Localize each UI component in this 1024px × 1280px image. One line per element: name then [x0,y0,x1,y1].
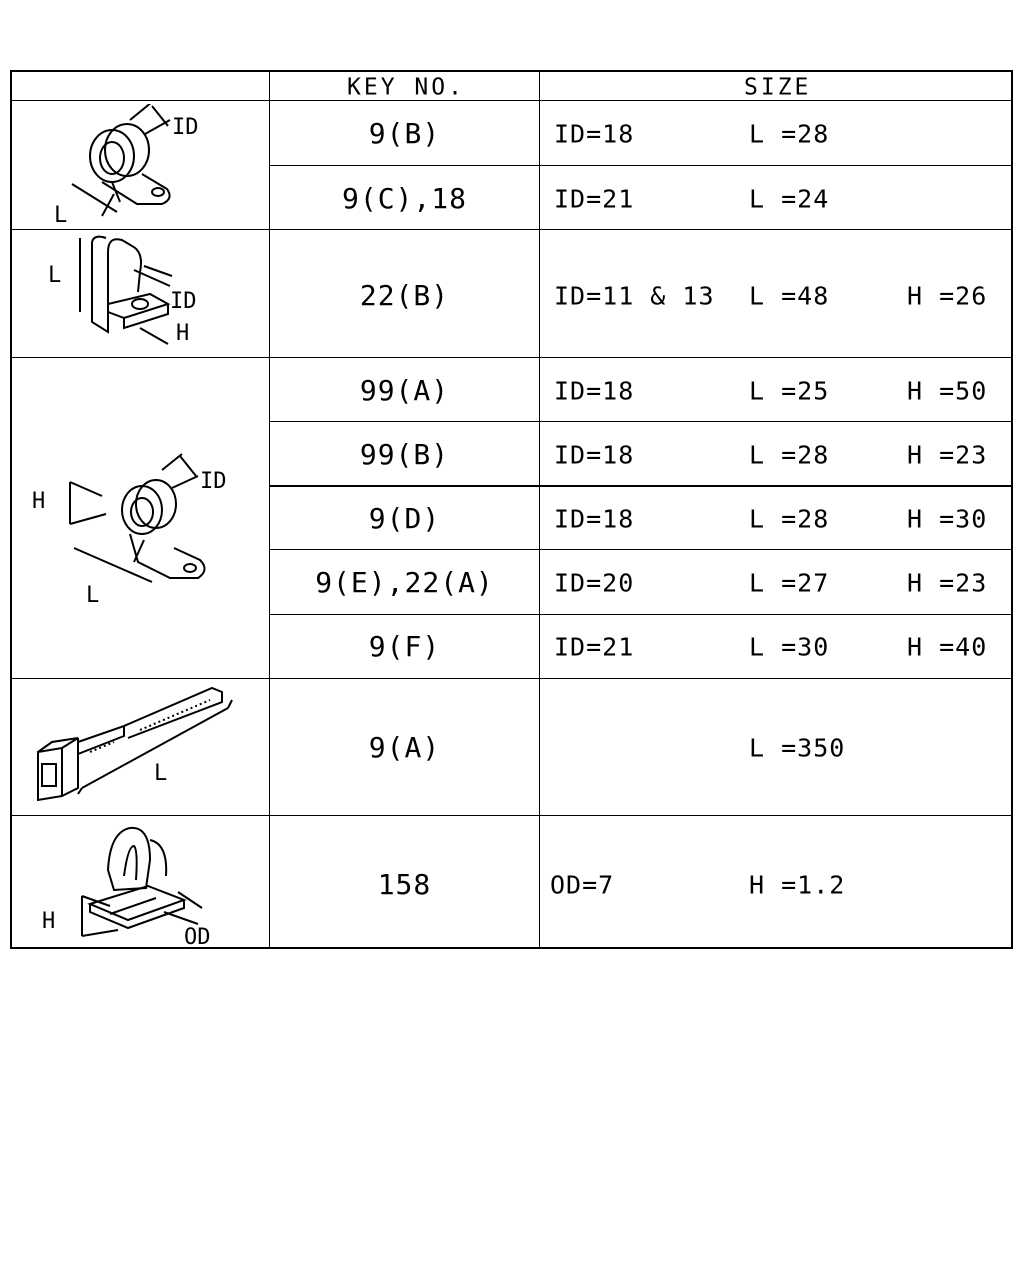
key-no-cell: 9(D) [368,502,441,535]
clip-drawing [40,232,240,352]
row-divider [12,678,1011,679]
size-id: ID=21 [554,632,635,662]
fig-label-l: L [54,203,68,224]
key-no-cell: 99(B) [359,438,450,471]
size-id: ID=18 [554,440,635,470]
fig-label-l: L [86,583,100,608]
size-h: H =50 [907,376,988,406]
size-l: L =48 [749,281,830,311]
key-no-cell: 9(C),18 [341,182,467,215]
parts-size-table [10,70,1013,949]
header-key-no: KEY NO. [347,74,465,101]
size-l: L =30 [749,632,830,662]
size-h: H =40 [907,632,988,662]
fig-label-h: H [32,489,46,514]
size-od: OD=7 [550,870,615,900]
key-no-cell: 9(A) [368,731,441,764]
size-id: ID=21 [554,184,635,214]
size-h: H =23 [907,440,988,470]
size-id: ID=11 & 13 [554,281,715,311]
size-l: L =25 [749,376,830,406]
row-divider [269,165,1011,166]
row-divider [269,549,1011,550]
header-size: SIZE [744,74,812,101]
fig-label-id: ID [170,289,197,314]
header-divider [12,100,1011,101]
size-l: L =28 [749,440,830,470]
fig-label-h: H [176,321,190,346]
retainer-clip-drawing [38,820,238,950]
key-no-cell: 158 [377,868,432,901]
row-divider [269,485,1011,487]
size-h: H =23 [907,568,988,598]
row-divider [12,229,1011,230]
size-l: L =28 [749,504,830,534]
clamp-drawing [30,452,240,612]
row-divider [12,357,1011,358]
fig-label-l: L [154,761,168,786]
key-no-cell: 9(B) [368,117,441,150]
fig-label-h: H [42,909,56,934]
size-h: H =30 [907,504,988,534]
fig-label-id: ID [172,115,199,140]
size-id: ID=18 [554,504,635,534]
cable-tie-drawing [32,680,262,810]
size-l: L =27 [749,568,830,598]
size-h: H =26 [907,281,988,311]
size-l: L =28 [749,119,830,149]
fig-label-l: L [48,263,62,288]
row-divider [12,815,1011,816]
row-divider [269,421,1011,422]
size-l: L =24 [749,184,830,214]
key-no-cell: 99(A) [359,374,450,407]
key-no-cell: 9(F) [368,630,441,663]
size-id: ID=20 [554,568,635,598]
size-h: H =1.2 [749,870,846,900]
size-l: L =350 [749,733,846,763]
fig-label-id: ID [200,469,227,494]
fig-label-od: OD [184,925,211,950]
key-no-cell: 22(B) [359,279,450,312]
row-divider [269,614,1011,615]
key-no-cell: 9(E),22(A) [315,566,494,599]
size-id: ID=18 [554,376,635,406]
clamp-drawing [42,104,222,224]
size-id: ID=18 [554,119,635,149]
